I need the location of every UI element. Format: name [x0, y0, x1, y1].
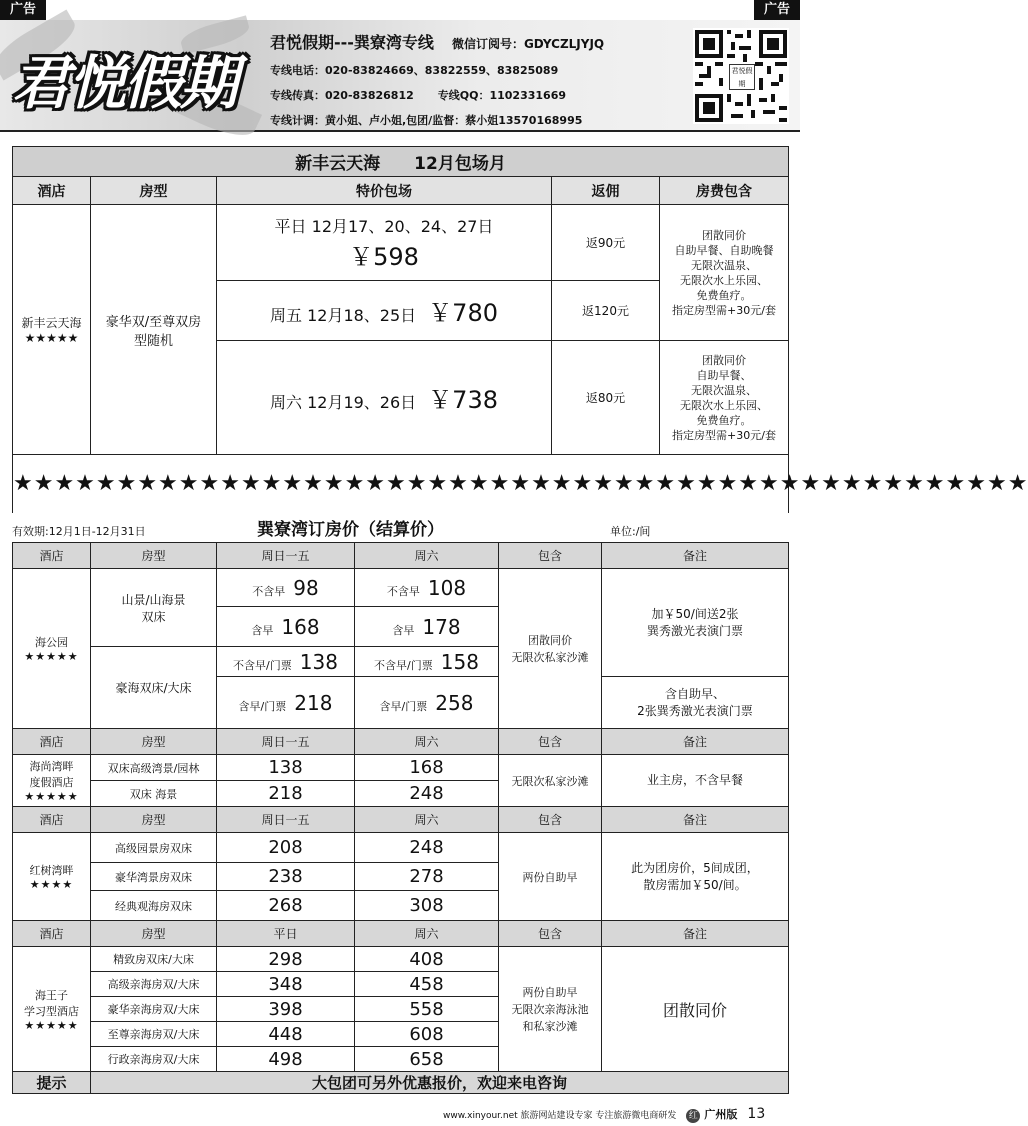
saturday-price [355, 647, 499, 677]
hotel-stars: ★★★★★ [24, 1018, 79, 1032]
room-type: 豪华双/至尊双房型随机 [91, 205, 217, 455]
weekday-price: 298 [217, 947, 355, 972]
weekday-price: 398 [217, 997, 355, 1022]
includes: 团散同价 自助早餐、 无限次温泉、 无限次水上乐园、 免费鱼疗。 指定房型需+30元/套 [660, 341, 789, 455]
room-type: 精致房双床/大床 [91, 947, 217, 972]
hotel-name: 海公园 [35, 636, 68, 649]
remark: 业主房，不含早餐 [602, 755, 789, 807]
price-value: ￥598 [349, 242, 419, 271]
tip-label: 提示 [13, 1072, 91, 1094]
weekday-price [217, 569, 355, 607]
weekday-price: 448 [217, 1022, 355, 1047]
col-header: 房费包含 [660, 177, 789, 205]
weekday-price: 208 [217, 833, 355, 863]
booking-section-header [12, 512, 788, 542]
ad-tag-right: 广告 [754, 0, 800, 20]
col-header: 周六 [355, 921, 499, 947]
col-header: 周六 [355, 807, 499, 833]
remark: 含自助早、 2张巽秀激光表演门票 [602, 677, 789, 729]
remark: 此为团房价，5间成团， 散房需加￥50/间。 [602, 833, 789, 921]
price-value: 98 [293, 575, 319, 600]
price-note: 不含早/门票 [233, 658, 292, 672]
saturday-price [355, 569, 499, 607]
col-header: 周日一五 [217, 543, 355, 569]
col-header: 备注 [602, 921, 789, 947]
price-value: 218 [294, 690, 333, 715]
includes: 团散同价 无限次私家沙滩 [499, 569, 602, 729]
wechat-id: 微信订阅号：GDYCZLJYJQ [451, 37, 605, 51]
dispatch-line: 专线计调：黄小姐、卢小姐,包团/监督：蔡小姐13570168995 [270, 114, 583, 127]
price-note: 含早 [392, 623, 415, 637]
col-header: 包含 [499, 729, 602, 755]
header-title [270, 30, 690, 53]
header-banner [0, 20, 800, 132]
saturday-price: 278 [355, 863, 499, 891]
col-header: 包含 [499, 921, 602, 947]
hotel-name: 红树湾畔 [29, 864, 74, 877]
validity: 有效期:12月1日-12月31日 [12, 525, 146, 538]
col-header: 房型 [91, 543, 217, 569]
contact-info [270, 30, 690, 128]
room-type: 高级园景房双床 [91, 833, 217, 863]
price-label: 周五 12月18、25日 [270, 306, 417, 325]
col-header: 包含 [499, 807, 602, 833]
col-header: 返佣 [552, 177, 660, 205]
col-header: 备注 [602, 807, 789, 833]
price-note: 含早/门票 [379, 699, 428, 713]
saturday-price: 458 [355, 972, 499, 997]
weekday-price: 498 [217, 1047, 355, 1072]
tip-text: 大包团可另外优惠报价，欢迎来电咨询 [91, 1072, 789, 1094]
hotel-name: 海尚湾畔 度假酒店 [29, 760, 74, 789]
remark: 加￥50/间送2张 巽秀激光表演门票 [602, 569, 789, 677]
edition: 广州版 [704, 1108, 738, 1121]
rebate: 返120元 [552, 281, 660, 341]
hotel-stars: ★★★★ [29, 878, 74, 891]
red-circle-icon: 红 [686, 1109, 700, 1123]
includes: 两份自助早 [499, 833, 602, 921]
hotel-cell [13, 569, 91, 729]
room-type: 双床高级湾景/园林 [91, 755, 217, 781]
rebate: 返90元 [552, 205, 660, 281]
price-value: 158 [440, 649, 479, 674]
hotel-stars: ★★★★★ [24, 331, 79, 345]
hotel-stars: ★★★★★ [24, 650, 79, 663]
col-header: 包含 [499, 543, 602, 569]
includes: 无限次私家沙滩 [499, 755, 602, 807]
rebate: 返80元 [552, 341, 660, 455]
price-note: 不含早/门票 [374, 658, 433, 672]
price-note: 含早 [251, 623, 274, 637]
weekday-price [217, 647, 355, 677]
saturday-price: 248 [355, 781, 499, 807]
col-header: 备注 [602, 543, 789, 569]
price-note: 含早/门票 [238, 699, 287, 713]
package-table [12, 146, 1028, 513]
unit: 单位:/间 [610, 525, 651, 538]
col-header: 房型 [91, 921, 217, 947]
price-note: 不含早 [386, 584, 420, 598]
room-type: 高级亲海房双/大床 [91, 972, 217, 997]
fax: 专线传真：020-83826812 [270, 89, 414, 102]
stars-divider: ★★★★★★★★★★★★★★★★★★★★★★★★★★★★★★★★★★★★★★★★★★★★★★★★★ [13, 455, 789, 513]
remark: 团散同价 [602, 947, 789, 1072]
price-row [217, 205, 552, 281]
price-value: 168 [281, 614, 320, 639]
weekday-price: 218 [217, 781, 355, 807]
price-row [217, 281, 552, 341]
brand-logo: 君悦假期 [12, 49, 237, 117]
price-value: 258 [435, 690, 474, 715]
footer-site: www.xinyour.net 旅游网站建设专家 专注旅游微电商研发 [443, 1111, 677, 1121]
col-header: 酒店 [13, 177, 91, 205]
booking-title: 巽寮湾订房价（结算价） [257, 520, 444, 540]
saturday-price [355, 677, 499, 729]
col-header: 特价包场 [217, 177, 552, 205]
room-type: 豪华湾景房双床 [91, 863, 217, 891]
saturday-price: 168 [355, 755, 499, 781]
saturday-price: 408 [355, 947, 499, 972]
price-label: 周六 12月19、26日 [270, 393, 417, 412]
weekday-price [217, 677, 355, 729]
col-header: 房型 [91, 729, 217, 755]
qr-center-label: 君悦假期 [729, 64, 755, 90]
weekday-price: 348 [217, 972, 355, 997]
qr-code [693, 28, 789, 124]
col-header: 周日一五 [217, 729, 355, 755]
hotel-cell [13, 947, 91, 1072]
room-type: 山景/山海景双床 [91, 569, 217, 647]
phone-line: 专线电话：020-83824669、83822559、83825089 [270, 64, 559, 77]
weekday-price [217, 607, 355, 647]
col-header: 周日一五 [217, 807, 355, 833]
col-header: 酒店 [13, 807, 91, 833]
saturday-price [355, 607, 499, 647]
fax-qq-line [270, 87, 690, 103]
col-header: 酒店 [13, 543, 91, 569]
ad-tag-left: 广告 [0, 0, 46, 20]
hotel-name: 新丰云天海 [21, 316, 82, 330]
col-header: 平日 [217, 921, 355, 947]
room-type: 豪华亲海房双/大床 [91, 997, 217, 1022]
col-header: 周六 [355, 543, 499, 569]
footer [443, 1106, 800, 1123]
col-header: 酒店 [13, 729, 91, 755]
weekday-price: 268 [217, 891, 355, 921]
price-value: 108 [427, 575, 467, 600]
room-type: 双床 海景 [91, 781, 217, 807]
price-note: 不含早 [252, 584, 286, 598]
col-header: 房型 [91, 177, 217, 205]
qq: 专线QQ：1102331669 [437, 89, 567, 102]
saturday-price: 608 [355, 1022, 499, 1047]
hotel-cell [13, 205, 91, 455]
weekday-price: 238 [217, 863, 355, 891]
price-value: ￥738 [428, 386, 498, 414]
hotel-cell [13, 755, 91, 807]
page-number: 13 [747, 1106, 766, 1122]
saturday-price: 308 [355, 891, 499, 921]
booking-table [12, 542, 789, 1094]
price-row [217, 341, 552, 455]
hotel-name: 海王子 学习型酒店 [24, 988, 79, 1018]
room-type: 至尊亲海房双/大床 [91, 1022, 217, 1047]
col-header: 房型 [91, 807, 217, 833]
col-header: 酒店 [13, 921, 91, 947]
price-label: 平日 12月17、20、24、27日 [274, 216, 494, 236]
col-header: 周六 [355, 729, 499, 755]
room-type: 经典观海房双床 [91, 891, 217, 921]
price-value: 178 [422, 614, 461, 639]
price-value: 138 [299, 649, 338, 674]
weekday-price: 138 [217, 755, 355, 781]
hotel-stars: ★★★★★ [24, 790, 79, 803]
saturday-price: 558 [355, 997, 499, 1022]
price-value: ￥780 [428, 299, 498, 327]
includes: 团散同价 自助早餐、自助晚餐 无限次温泉、 无限次水上乐园、 免费鱼疗。 指定房型需+30元/套 [660, 205, 789, 341]
header-title-text: 君悦假期---巽寮湾专线 [270, 33, 434, 52]
col-header: 备注 [602, 729, 789, 755]
saturday-price: 658 [355, 1047, 499, 1072]
hotel-cell [13, 833, 91, 921]
includes: 两份自助早 无限次亲海泳池 和私家沙滩 [499, 947, 602, 1072]
room-type: 豪海双床/大床 [91, 647, 217, 729]
package-title: 新丰云天海 12月包场月 [13, 147, 789, 177]
room-type: 行政亲海房双/大床 [91, 1047, 217, 1072]
saturday-price: 248 [355, 833, 499, 863]
